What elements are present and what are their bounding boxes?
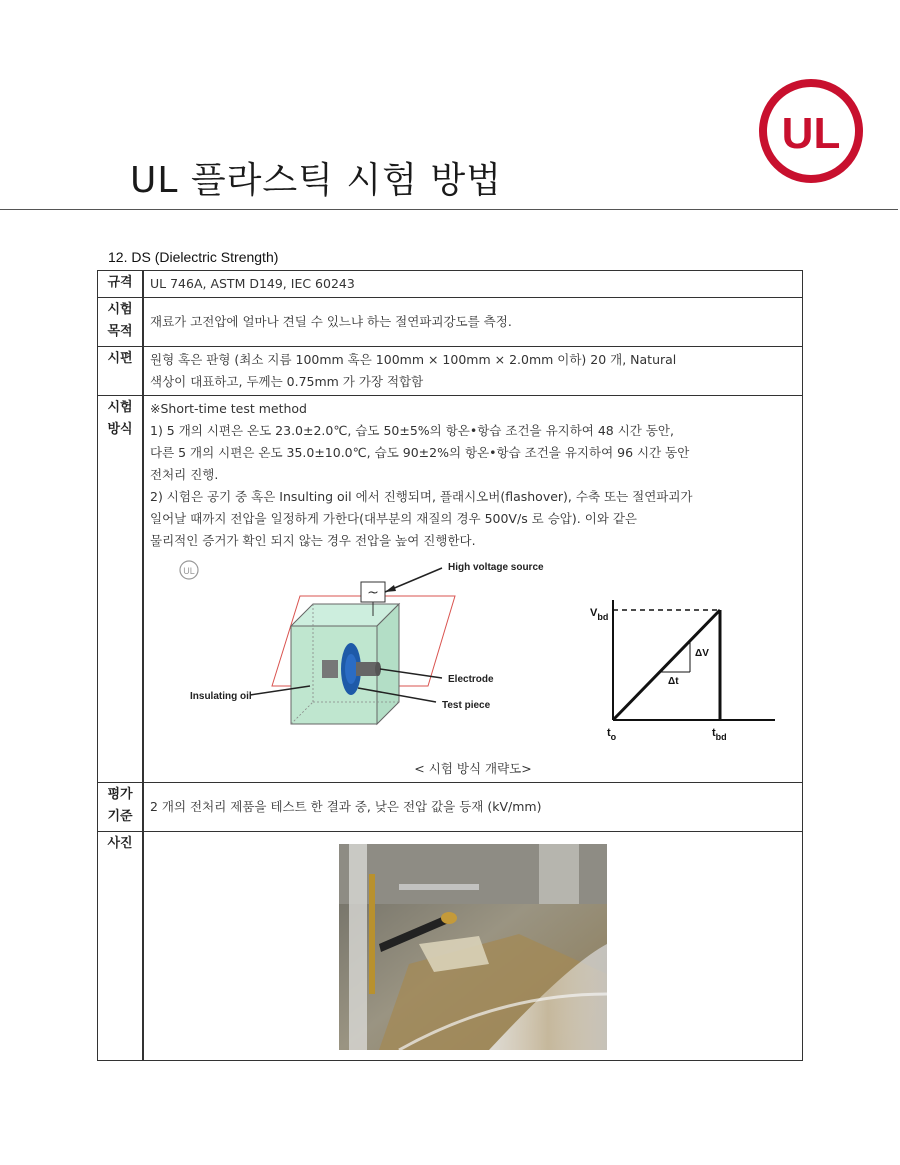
svg-text:to — [607, 727, 617, 742]
page-title: UL 플라스틱 시험 방법 — [130, 160, 502, 201]
test-apparatus-photo — [339, 844, 607, 1050]
graph-label-vbd-sub: bd — [597, 612, 609, 622]
section-heading: 12. DS (Dielectric Strength) — [108, 249, 279, 265]
row-key-purpose-line2: 목적 — [107, 324, 133, 339]
label-electrode: Electrode — [448, 674, 494, 685]
label-test-piece: Test piece — [442, 700, 491, 711]
row-key-purpose-line1: 시험 — [107, 302, 133, 317]
row-key-criteria-line2: 기준 — [107, 809, 133, 824]
method-line-0: ※Short-time test method — [150, 401, 307, 416]
row-value-photo — [143, 832, 803, 1061]
graph-label-vbd: V — [590, 607, 598, 619]
method-line-2: 다른 5 개의 시편은 온도 35.0±10.0℃, 습도 90±2%의 항온•항습 조건을 유지하여 96 시간 동안 — [150, 445, 690, 460]
graph-label-delta-t: Δt — [668, 676, 679, 687]
table-row-specimen — [98, 347, 803, 396]
title-divider — [0, 209, 898, 210]
row-key-method-line2: 방식 — [107, 422, 133, 437]
method-line-4: 2) 시험은 공기 중 혹은 Insulting oil 에서 진행되며, 플래시오버(flashover), 수축 또는 절연파괴가 — [150, 489, 693, 504]
spec-table — [97, 270, 803, 1061]
specimen-line-1: 원형 혹은 판형 (최소 지름 100mm 혹은 100mm × 100mm × 2.0mm 이하) 20 개, Natural — [150, 352, 677, 367]
table-row-purpose — [98, 298, 803, 347]
svg-text:tbd — [712, 727, 727, 742]
graph-label-t0: t — [607, 727, 611, 739]
table-row-photo — [98, 832, 803, 1061]
specimen-line-2: 색상이 대표하고, 두께는 0.75mm 가 가장 적합함 — [150, 374, 424, 389]
row-key-standard: 규격 — [98, 271, 144, 298]
row-key-specimen: 시편 — [98, 347, 144, 396]
row-value-criteria: 2 개의 전처리 제품을 테스트 한 결과 중, 낮은 전압 값을 등재 (kV/mm) — [143, 783, 803, 832]
graph-label-tbd: t — [712, 727, 716, 739]
test-method-figure — [150, 558, 796, 758]
svg-text:~: ~ — [367, 585, 379, 601]
row-value-method — [143, 396, 803, 783]
label-high-voltage-source: High voltage source — [448, 562, 544, 573]
ul-logo — [758, 78, 864, 184]
row-key-photo: 사진 — [98, 832, 144, 1061]
row-value-standard: UL 746A, ASTM D149, IEC 60243 — [143, 271, 803, 298]
row-key-criteria-line1: 평가 — [107, 787, 133, 802]
svg-text:Vbd — [590, 607, 608, 622]
method-line-1: 1) 5 개의 시편은 온도 23.0±2.0℃, 습도 50±5%의 항온•항습 조건을 유지하여 48 시간 동안, — [150, 423, 674, 438]
ul-logo-text: UL — [781, 109, 841, 158]
method-line-6: 물리적인 증거가 확인 되지 않는 경우 전압을 높여 진행한다. — [150, 533, 476, 548]
row-key-purpose — [98, 298, 144, 347]
row-key-method-line1: 시험 — [107, 400, 133, 415]
row-key-criteria — [98, 783, 144, 832]
table-row-criteria — [98, 783, 803, 832]
table-row-method — [98, 396, 803, 783]
graph-label-tbd-sub: bd — [715, 732, 727, 742]
label-insulating-oil: Insulating oil — [190, 691, 252, 702]
row-value-purpose: 재료가 고전압에 얼마나 견딜 수 있느냐 하는 절연파괴강도를 측정. — [143, 298, 803, 347]
test-setup-diagram — [150, 558, 800, 758]
graph-label-t0-sub: o — [610, 732, 617, 742]
small-ul-mark: UL — [183, 566, 195, 576]
row-key-method — [98, 396, 144, 783]
figure-caption: < 시험 방식 개략도> — [414, 761, 532, 776]
method-line-3: 전처리 진행. — [150, 467, 219, 482]
method-line-5: 일어날 때까지 전압을 일정하게 가한다(대부분의 재질의 경우 500V/s 로 승압). 이와 같은 — [150, 511, 637, 526]
graph-label-delta-v: ΔV — [695, 648, 709, 659]
table-row-standard — [98, 271, 803, 298]
row-value-specimen — [143, 347, 803, 396]
